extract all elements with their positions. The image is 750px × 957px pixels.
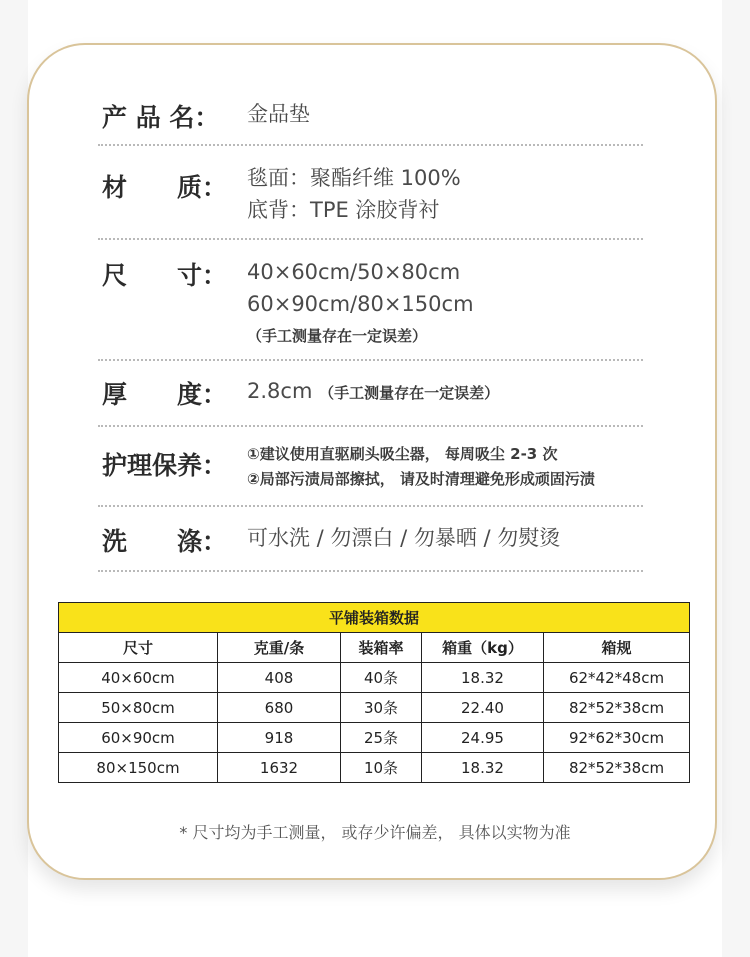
spec-row-material bbox=[98, 162, 643, 228]
thickness-value: 2.8cm bbox=[247, 379, 313, 403]
spec-value-thickness bbox=[247, 375, 499, 409]
spec-value-name: 金品垫 bbox=[247, 102, 310, 126]
divider bbox=[98, 570, 643, 572]
table-title: 平铺装箱数据 bbox=[59, 603, 690, 633]
size-line-2: 60×90cm/80×150cm bbox=[247, 292, 474, 316]
page-edge-left bbox=[0, 0, 28, 957]
spec-row-name bbox=[98, 98, 643, 134]
spec-value-care bbox=[247, 442, 595, 492]
table-row bbox=[59, 723, 690, 753]
table-cell: 82*52*38cm bbox=[544, 753, 690, 783]
spec-row-washing bbox=[98, 522, 643, 558]
divider bbox=[98, 505, 643, 507]
spec-value-size bbox=[247, 256, 474, 352]
table-cell: 80×150cm bbox=[59, 753, 218, 783]
table-cell: 82*52*38cm bbox=[544, 693, 690, 723]
spec-value-washing: 可水洗 / 勿漂白 / 勿暴晒 / 勿熨烫 bbox=[247, 526, 561, 550]
table-row bbox=[59, 753, 690, 783]
table-cell: 40×60cm bbox=[59, 663, 218, 693]
material-surface: 毯面：聚酯纤维 100% bbox=[247, 166, 461, 190]
divider bbox=[98, 238, 643, 240]
spec-label-material: 材 质： bbox=[102, 173, 228, 202]
care-line-2: ②局部污渍局部擦拭， 请及时清理避免形成顽固污渍 bbox=[247, 470, 595, 488]
table-row bbox=[59, 693, 690, 723]
spec-label-thickness: 厚 度： bbox=[102, 380, 228, 409]
page-edge-right bbox=[722, 0, 750, 957]
table-cell: 30条 bbox=[341, 693, 422, 723]
table-header-box-size: 箱规 bbox=[544, 633, 690, 663]
table-cell: 50×80cm bbox=[59, 693, 218, 723]
spec-label-washing: 洗 涤： bbox=[102, 527, 228, 556]
table-header-box-weight: 箱重（kg） bbox=[422, 633, 544, 663]
size-line-1: 40×60cm/50×80cm bbox=[247, 260, 461, 284]
spec-label-size: 尺 寸： bbox=[102, 261, 228, 290]
care-line-1: ①建议使用直驱刷头吸尘器， 每周吸尘 2-3 次 bbox=[247, 445, 558, 463]
material-backing: 底背：TPE 涂胶背衬 bbox=[247, 198, 440, 222]
table-cell: 40条 bbox=[341, 663, 422, 693]
table-cell: 918 bbox=[218, 723, 341, 753]
thickness-note: （手工测量存在一定误差） bbox=[319, 384, 500, 402]
spec-value-material bbox=[247, 162, 461, 226]
spec-row-size bbox=[98, 256, 643, 352]
spec-label-care: 护理保养： bbox=[102, 451, 228, 480]
table-cell: 22.40 bbox=[422, 693, 544, 723]
table-cell: 60×90cm bbox=[59, 723, 218, 753]
footnote: * 尺寸均为手工测量， 或存少许偏差， 具体以实物为准 bbox=[179, 823, 571, 842]
table-header-size: 尺寸 bbox=[59, 633, 218, 663]
table-cell: 92*62*30cm bbox=[544, 723, 690, 753]
table-cell: 408 bbox=[218, 663, 341, 693]
divider bbox=[98, 359, 643, 361]
size-note: （手工测量存在一定误差） bbox=[247, 327, 428, 345]
table-row bbox=[59, 663, 690, 693]
table-cell: 1632 bbox=[218, 753, 341, 783]
spec-row-thickness bbox=[98, 375, 643, 411]
table-cell: 62*42*48cm bbox=[544, 663, 690, 693]
table-cell: 10条 bbox=[341, 753, 422, 783]
spec-row-care bbox=[98, 442, 643, 494]
table-cell: 18.32 bbox=[422, 663, 544, 693]
table-cell: 25条 bbox=[341, 723, 422, 753]
divider bbox=[98, 144, 643, 146]
divider bbox=[98, 425, 643, 427]
spec-label-name: 产 品 名： bbox=[102, 103, 220, 132]
table-cell: 24.95 bbox=[422, 723, 544, 753]
table-cell: 680 bbox=[218, 693, 341, 723]
table-header-pack-rate: 装箱率 bbox=[341, 633, 422, 663]
packing-table bbox=[58, 602, 689, 783]
table-cell: 18.32 bbox=[422, 753, 544, 783]
table-header-weight: 克重/条 bbox=[218, 633, 341, 663]
